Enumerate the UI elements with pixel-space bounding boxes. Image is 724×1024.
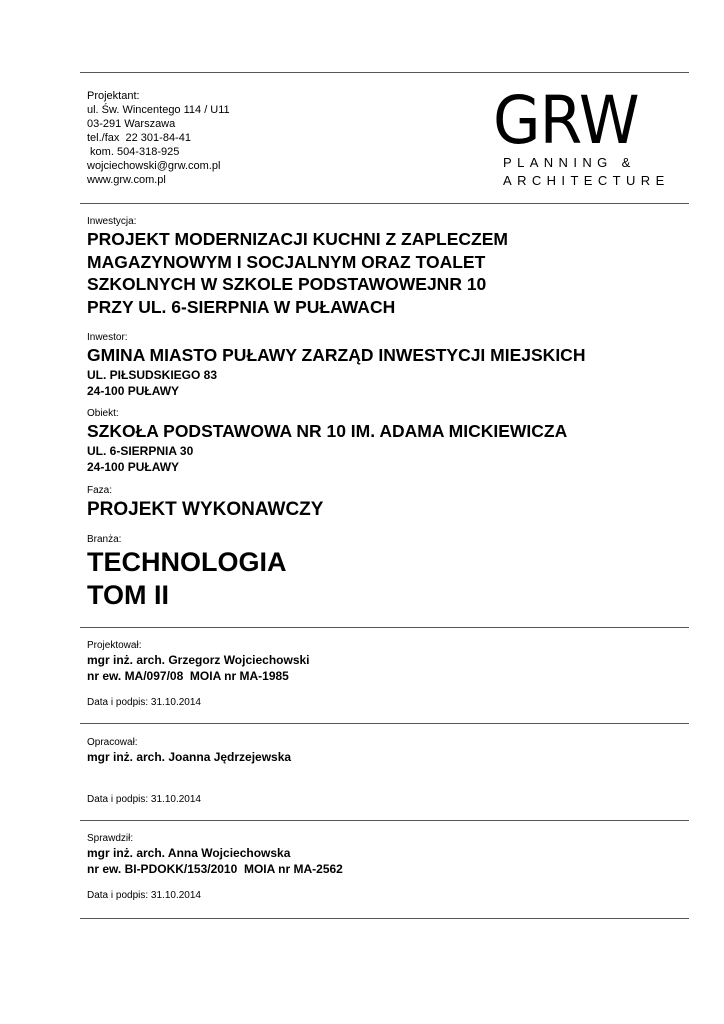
investor-block — [87, 332, 585, 399]
prepared-by-date: Data i podpis: 31.10.2014 — [87, 794, 201, 805]
object-street: UL. 6-SIERPNIA 30 — [87, 443, 194, 458]
investor-street: UL. PIŁSUDSKIEGO 83 — [87, 367, 218, 382]
investment-title-line-4: PRZY UL. 6-SIERPNIA W PUŁAWACH — [87, 296, 396, 317]
investor-label: Inwestor: — [87, 332, 128, 343]
title-rule — [80, 627, 689, 628]
phase-label: Faza: — [87, 485, 113, 496]
designer-address-street: ul. Św. Wincentego 114 / U11 — [87, 104, 230, 116]
branch-value: TECHNOLOGIA — [87, 547, 287, 577]
designed-by-block — [87, 640, 310, 709]
investment-title-line-3: SZKOLNYCH W SZKOLE PODSTAWOWEJNR 10 — [87, 274, 487, 294]
designer-mobile: kom. 504-318-925 — [87, 146, 180, 158]
investment-title-line-1: PROJEKT MODERNIZACJI KUCHNI Z ZAPLECZEM — [87, 229, 508, 249]
logo-tagline-1: PLANNING & — [503, 155, 636, 170]
checked-by-registration: nr ew. BI-PDOKK/153/2010 MOIA nr MA-2562 — [87, 862, 343, 876]
investment-label: Inwestycja: — [87, 216, 137, 227]
designed-by-registration: nr ew. MA/097/08 MOIA nr MA-1985 — [87, 669, 289, 683]
designed-by-name: mgr inż. arch. Grzegorz Wojciechowski — [87, 653, 310, 667]
investment-title-line-2: MAGAZYNOWYM I SOCJALNYM ORAZ TOALET — [87, 251, 486, 272]
prepared-rule — [80, 820, 689, 821]
prepared-by-block — [87, 737, 291, 806]
top-rule — [80, 72, 689, 73]
designed-rule — [80, 723, 689, 724]
logo-wordmark: GRW — [493, 82, 639, 159]
checked-by-name: mgr inż. arch. Anna Wojciechowska — [87, 846, 291, 860]
phase-value: PROJEKT WYKONAWCZY — [87, 499, 324, 520]
object-name: SZKOŁA PODSTAWOWA NR 10 IM. ADAMA MICKIEWICZA — [87, 421, 568, 441]
branch-block — [87, 534, 287, 612]
checked-by-label: Sprawdził: — [87, 833, 134, 844]
header-rule — [80, 203, 689, 204]
object-block — [87, 408, 567, 475]
object-label: Obiekt: — [87, 408, 119, 419]
phase-block — [87, 485, 323, 523]
designer-address-city: 03-291 Warszawa — [87, 118, 176, 130]
checked-by-date: Data i podpis: 31.10.2014 — [87, 890, 201, 901]
designed-by-date: Data i podpis: 31.10.2014 — [87, 697, 201, 708]
investment-block — [87, 216, 508, 318]
checked-by-block — [87, 833, 343, 902]
designer-label: Projektant: — [87, 90, 140, 102]
logo-tagline-2: ARCHITECTURE — [503, 173, 670, 188]
designer-website: www.grw.com.pl — [87, 174, 166, 186]
grw-logo — [493, 82, 670, 190]
designed-by-label: Projektował: — [87, 640, 142, 651]
designer-phone: tel./fax 22 301-84-41 — [87, 132, 191, 144]
designer-email: wojciechowski@grw.com.pl — [87, 160, 221, 172]
investor-name: GMINA MIASTO PUŁAWY ZARZĄD INWESTYCJI MIEJSKICH — [87, 345, 586, 365]
prepared-by-name: mgr inż. arch. Joanna Jędrzejewska — [87, 750, 292, 764]
volume-value: TOM II — [87, 580, 170, 610]
bottom-rule — [80, 918, 689, 919]
object-city: 24-100 PUŁAWY — [87, 459, 180, 474]
branch-label: Branża: — [87, 534, 122, 545]
investor-city: 24-100 PUŁAWY — [87, 383, 180, 398]
prepared-by-label: Opracował: — [87, 737, 138, 748]
designer-block — [87, 89, 230, 187]
